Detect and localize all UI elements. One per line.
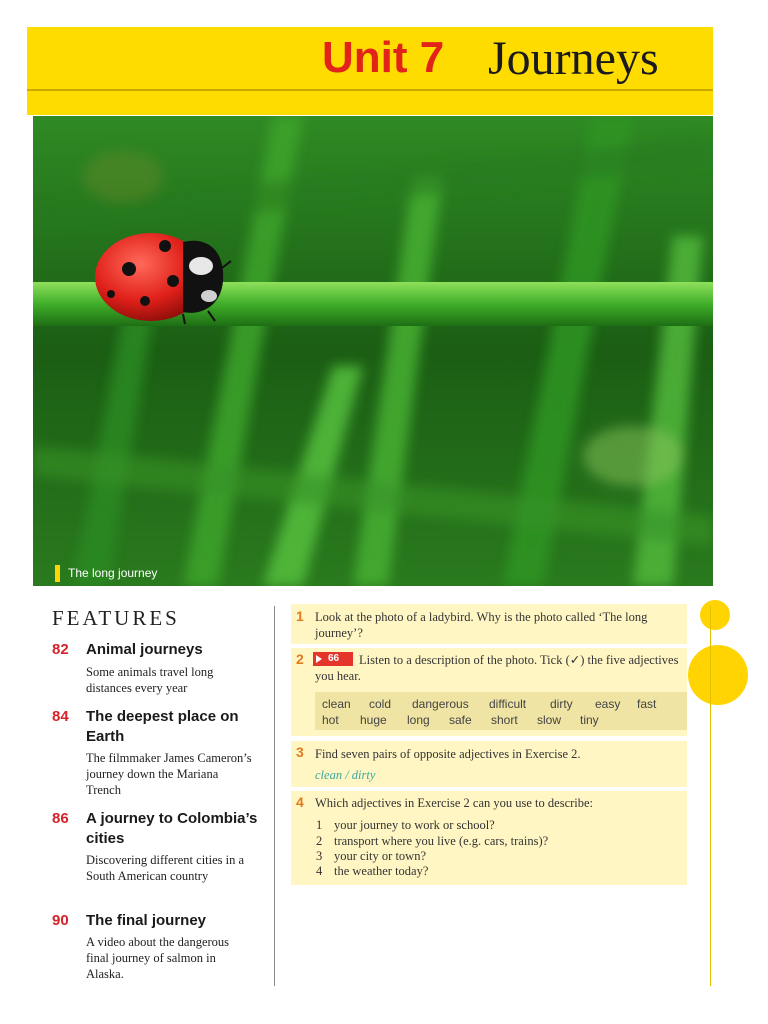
adjective-word: tiny (580, 713, 599, 727)
feature-page-number: 84 (52, 708, 69, 725)
feature-page-number: 82 (52, 641, 69, 658)
exercise-4-item: your city or town? (334, 849, 426, 863)
exercise-4-item-number: 3 (316, 849, 323, 863)
adjective-word: dirty (550, 697, 573, 711)
exercise-4-item-number: 4 (316, 864, 323, 878)
ladybird-photo (33, 116, 713, 586)
exercise-4-item-number: 1 (316, 818, 323, 832)
feature-title[interactable]: A journey to Colombia’s cities (86, 810, 258, 847)
exercise-4-item-number: 2 (316, 834, 323, 848)
exercise-2-number: 2 (296, 651, 304, 667)
column-divider (274, 606, 275, 986)
exercise-1-text: Look at the photo of a ladybird. Why is the photo called ‘The long journey’? (315, 610, 648, 640)
exercise-2-text: Listen to a description of the photo. Tick (✓) the five adjectives you hear. (315, 653, 679, 683)
feature-page-number: 90 (52, 912, 69, 929)
audio-track-number: 66 (328, 653, 340, 664)
exercise-3-number: 3 (296, 744, 304, 760)
adjective-word: huge (360, 713, 387, 727)
feature-description: Discovering different cities in a South American country (86, 853, 245, 883)
feature-description: Some animals travel long distances every year (86, 665, 214, 695)
exercise-3-text: Find seven pairs of opposite adjectives in Exercise 2. (315, 747, 581, 761)
adjective-word: short (491, 713, 518, 727)
features-heading: FEATURES (52, 606, 180, 630)
photo-caption: The long journey (68, 566, 158, 580)
feature-title[interactable]: The final journey (86, 912, 207, 929)
exercise-4-item: your journey to work or school? (334, 818, 495, 832)
banner-strip (27, 91, 713, 115)
adjective-word: cold (369, 697, 392, 711)
adjective-word: fast (637, 697, 657, 711)
adjective-word: safe (449, 713, 472, 727)
feature-page-number: 86 (52, 810, 69, 827)
adjective-word: dangerous (412, 697, 469, 711)
feature-description: A video about the dangerous final journey of salmon in Alaska. (86, 935, 230, 981)
exercise-4-item: transport where you live (e.g. cars, trains)? (334, 834, 549, 848)
unit-number: Unit 7 (322, 33, 445, 82)
feature-title[interactable]: The deepest place on Earth (86, 708, 239, 745)
adjective-word: long (407, 713, 430, 727)
exercise-4-number: 4 (296, 794, 304, 810)
caption-marker (55, 565, 60, 582)
adjective-word: easy (595, 697, 621, 711)
decorative-circle (700, 600, 730, 630)
unit-title: Journeys (488, 32, 659, 85)
exercise-3-example: clean / dirty (315, 768, 376, 782)
feature-description: The filmmaker James Cameron’s journey down the Mariana Trench (86, 751, 252, 797)
feature-title[interactable]: Animal journeys (86, 641, 203, 658)
adjective-word: clean (322, 697, 351, 711)
adjective-word: difficult (489, 697, 527, 711)
exercise-4-text: Which adjectives in Exercise 2 can you use to describe: (315, 796, 594, 810)
page-edge-line (710, 606, 711, 986)
exercise-1-number: 1 (296, 608, 304, 624)
exercise-4-item: the weather today? (334, 864, 429, 878)
decorative-circle (688, 645, 748, 705)
adjective-word: slow (537, 713, 562, 727)
ladybird-illustration (33, 116, 713, 586)
adjective-word: hot (322, 713, 339, 727)
